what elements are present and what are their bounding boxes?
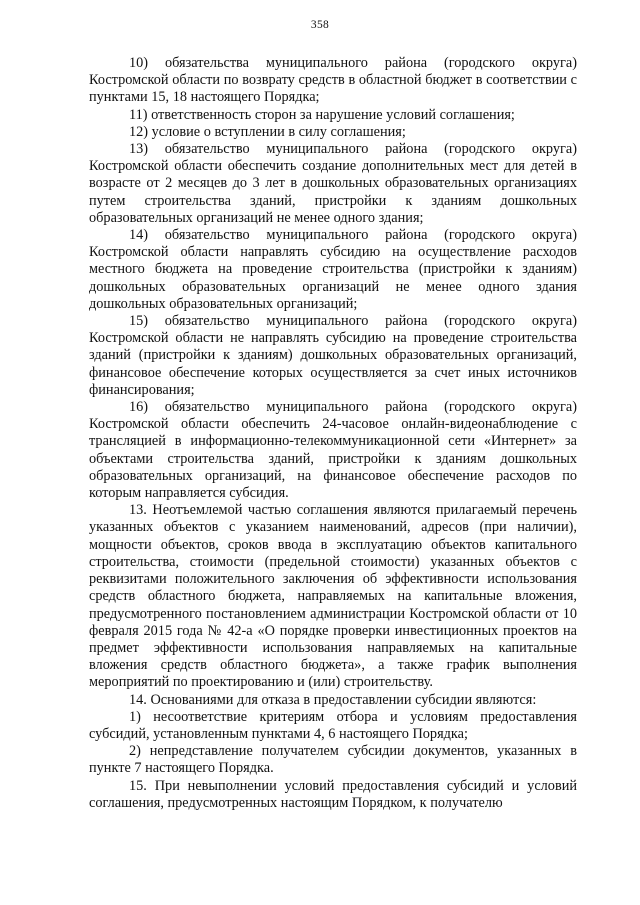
paragraph-refusal-2: 2) непредставление получателем субсидии документов, указанных в пункте 7 настоящего Порядка. bbox=[89, 743, 577, 777]
page-number: 358 bbox=[310, 19, 330, 31]
document-body bbox=[89, 55, 577, 812]
paragraph-item-16: 16) обязательство муниципального района (городского округа) Костромской области обеспечить 24-часовое онлайн-видеонаблюдение с трансляцией в информационно-телекоммуникационной сети «Интернет» за объектами строительства зданий, пристройки к зданиям дошкольных образовательных организаций, на финансовое обеспечение расходов по которым направляется субсидия. bbox=[89, 399, 577, 502]
paragraph-section-13: 13. Неотъемлемой частью соглашения являются прилагаемый перечень указанных объектов с указанием наименований, адресов (при наличии), мощности объектов, сроков ввода в эксплуатацию объектов капитального строительства, стоимости (предельной стоимости) указанных объектов с реквизитами положительного заключения об эффективности использования средств областного бюджета, направляемых на капитальные вложения, предусмотренного постановлением администрации Костромской области от 10 февраля 2015 года № 42-а «О порядке проверки инвестиционных проектов на предмет эффективности использования направляемых на капитальные вложения средств областного бюджета», а также график выполнения мероприятий по проектированию и (или) строительству. bbox=[89, 502, 577, 691]
paragraph-section-15: 15. При невыполнении условий предоставления субсидий и условий соглашения, предусмотренных настоящим Порядком, к получателю bbox=[89, 777, 577, 811]
paragraph-refusal-1: 1) несоответствие критериям отбора и условиям предоставления субсидий, установленным пунктами 4, 6 настоящего Порядка; bbox=[89, 708, 577, 742]
paragraph-section-14: 14. Основаниями для отказа в предоставлении субсидии являются: bbox=[129, 691, 537, 708]
paragraph-item-12: 12) условие о вступлении в силу соглашения; bbox=[129, 123, 406, 140]
paragraph-item-13: 13) обязательство муниципального района (городского округа) Костромской области обеспечить создание дополнительных мест для детей в возрасте от 2 месяцев до 3 лет в дошкольных образовательных организациях путем строительства зданий, пристройки к зданиям дошкольных образовательных организаций не менее одного здания; bbox=[89, 141, 577, 226]
paragraph-item-15: 15) обязательство муниципального района (городского округа) Костромской области не направлять субсидию на проведение строительства зданий (пристройки к зданиям) дошкольных образовательных организаций, финансовое обеспечение которых осуществляется за счет иных источников финансирования; bbox=[89, 313, 577, 398]
paragraph-item-10: 10) обязательства муниципального района (городского округа) Костромской области по возврату средств в областной бюджет в соответствии с пунктами 15, 18 настоящего Порядка; bbox=[89, 55, 577, 106]
paragraph-item-14: 14) обязательство муниципального района (городского округа) Костромской области направлять субсидию на осуществление расходов местного бюджета на проведение строительства (пристройки к зданиям) дошкольных образовательных организаций не менее одного здания дошкольных образовательных организаций; bbox=[89, 227, 577, 312]
paragraph-item-11: 11) ответственность сторон за нарушение условий соглашения; bbox=[129, 106, 515, 123]
